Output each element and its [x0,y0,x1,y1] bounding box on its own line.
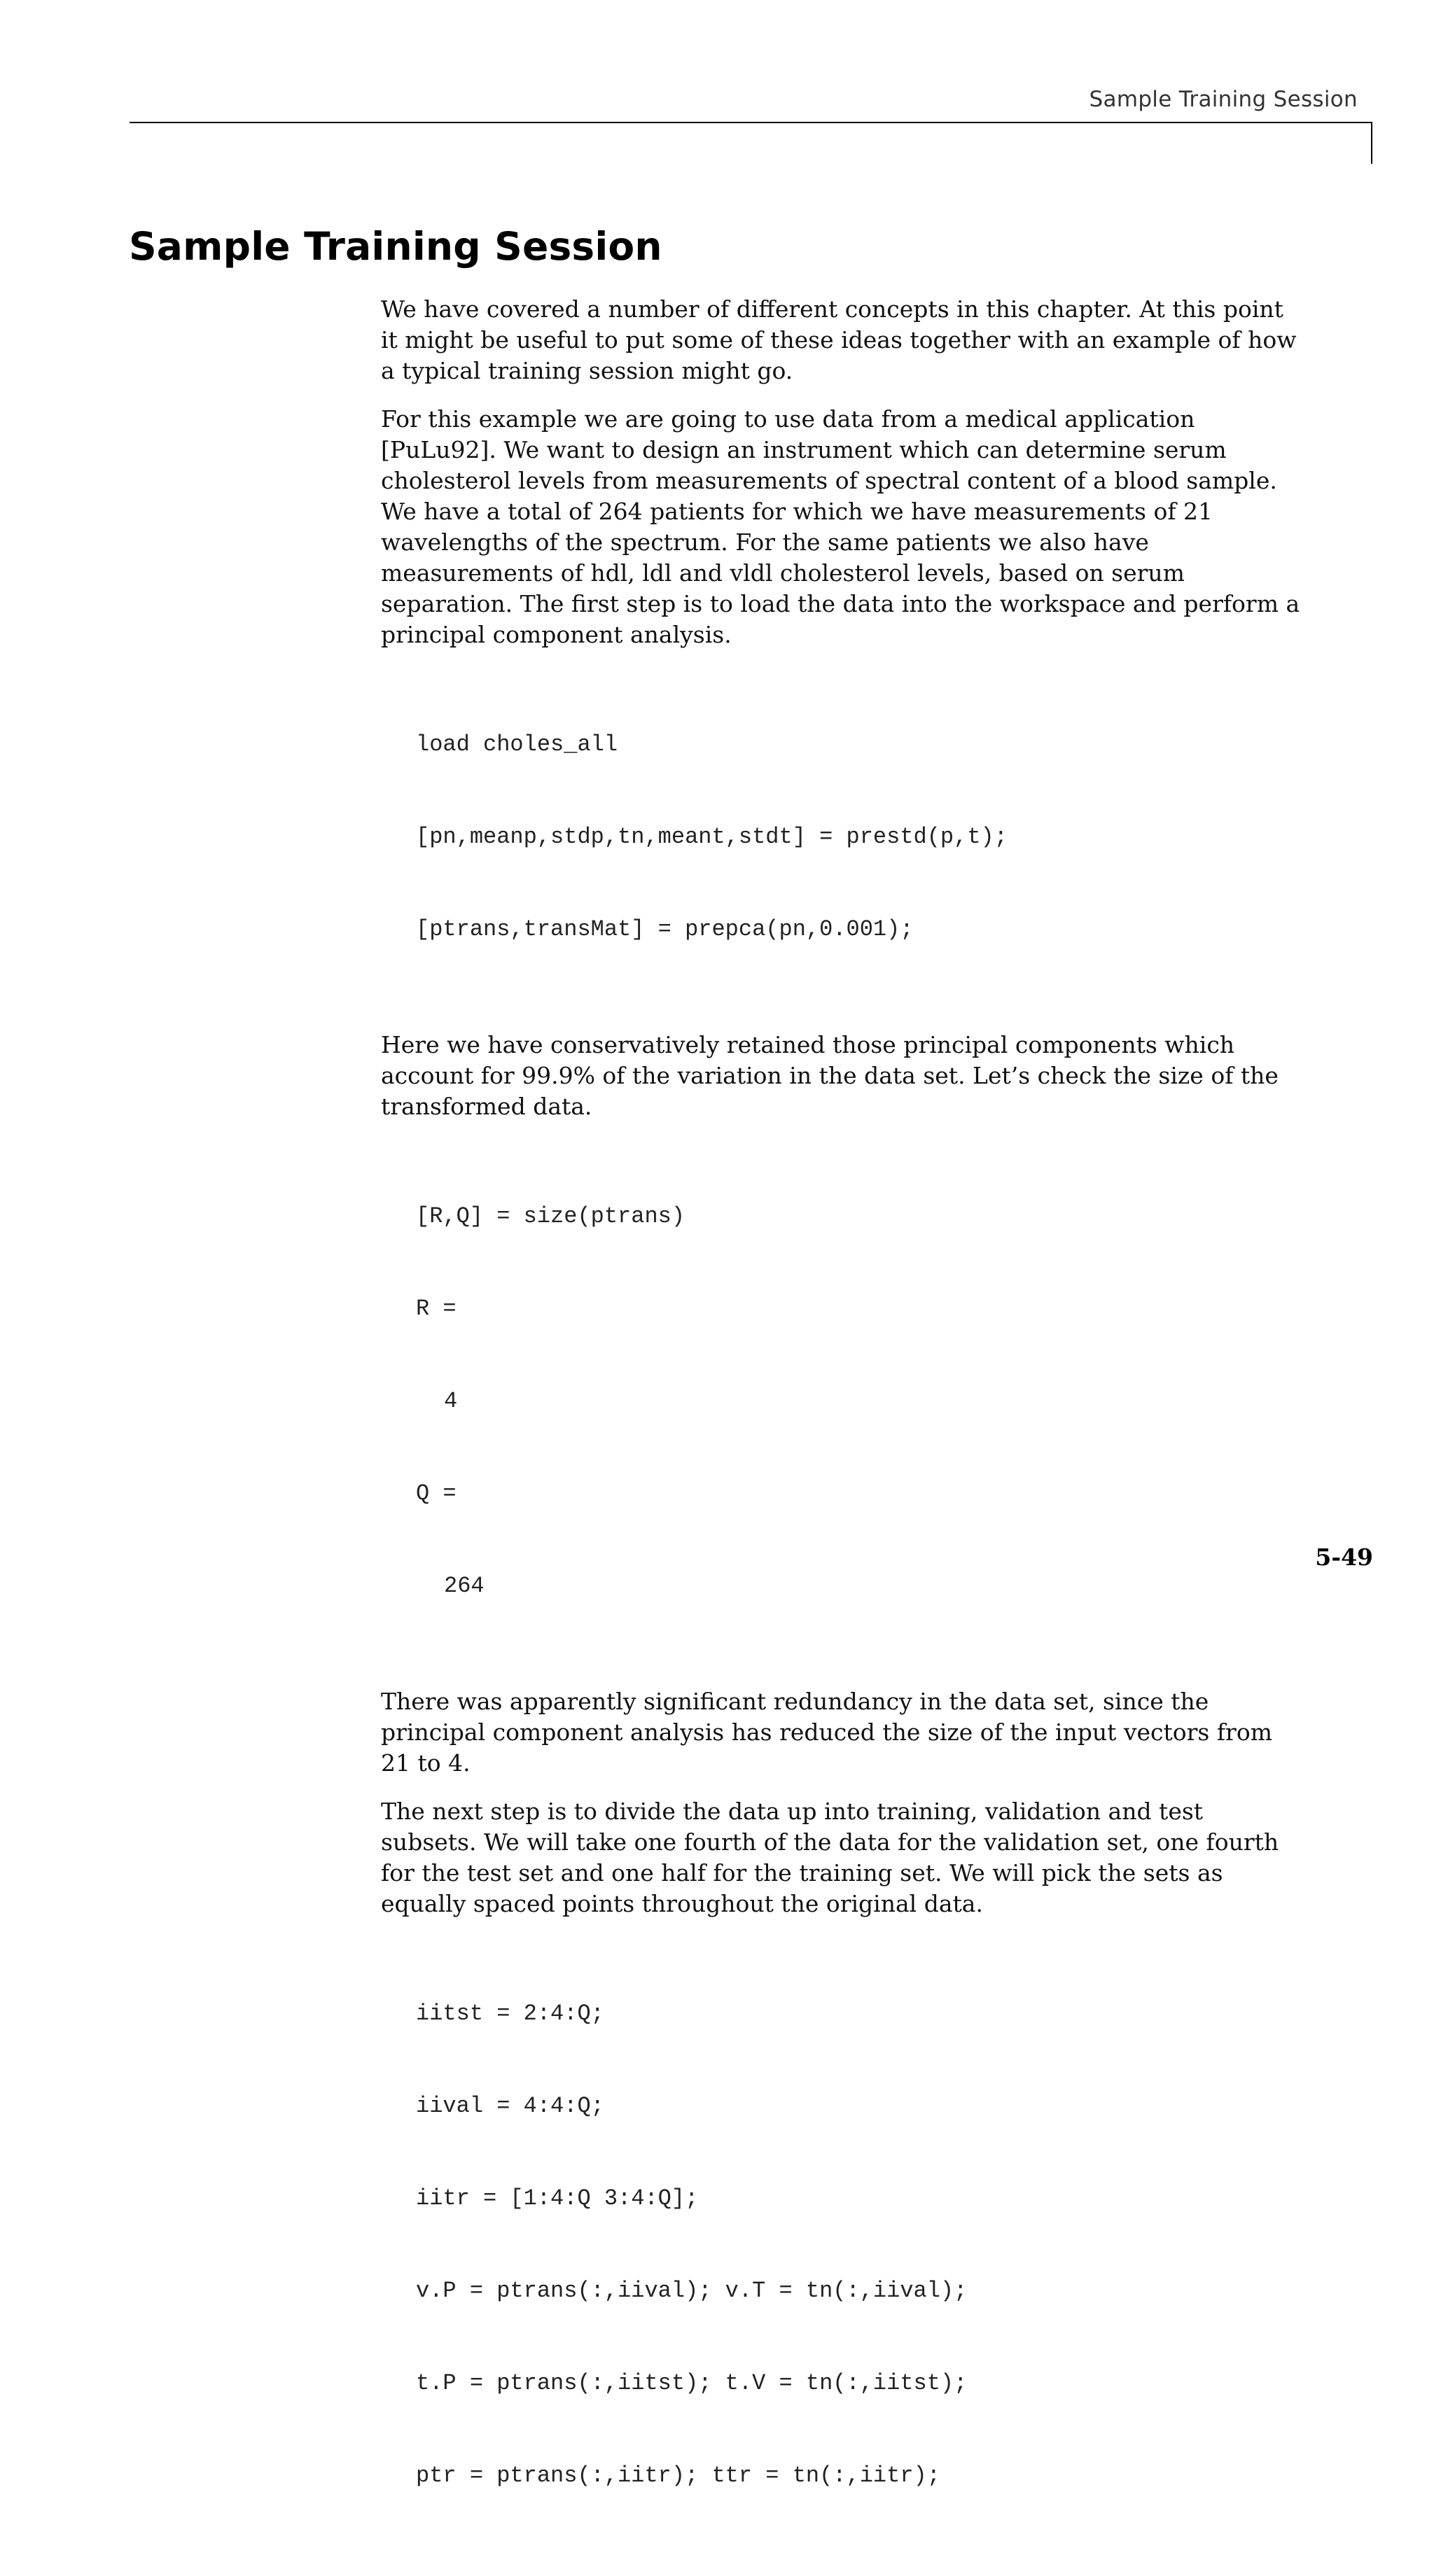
paragraph-redundancy: There was apparently significant redundancy in the data set, since the principal component analysis has reduced the size of the input vectors from 21 to 4. [381,1688,1272,1777]
section-title: Sample Training Session [129,224,662,269]
body-text [381,294,1305,2576]
paragraph-intro: We have covered a number of different concepts in this chapter. At this point it might be useful to put some of these ideas together with an example of how a typical training session might go. [381,295,1297,384]
code-line: iitst = 2:4:Q; [416,2001,604,2026]
code-line: [pn,meanp,stdp,tn,meant,stdt] = prestd(p,t); [416,824,1008,850]
code-line: iival = 4:4:Q; [416,2093,604,2119]
paragraph-retained-components: Here we have conservatively retained those principal components which account for 99.9% of the variation in the data set. Let’s check the size of the transformed data. [381,1031,1279,1120]
code-line: t.P = ptrans(:,iitst); t.V = tn(:,iitst); [416,2370,968,2396]
paragraph-divide-data: The next step is to divide the data up into training, validation and test subsets. We will take one fourth of the data for the validation set, one fourth for the test set and one half for the training set. We will pick the sets as equally spaced points throughout the original data. [381,1798,1279,1917]
code-line: R = [416,1296,457,1322]
code-block-split [416,1937,1305,2553]
code-line: ptr = ptrans(:,iitr); ttr = tn(:,iitr); [416,2463,940,2488]
code-line: iitr = [1:4:Q 3:4:Q]; [416,2185,699,2211]
header-rule [130,122,1372,123]
code-line: v.P = ptrans(:,iival); v.T = tn(:,iival); [416,2278,968,2304]
code-block-load [416,668,1305,1007]
code-line: load choles_all [416,732,618,757]
code-line: 4 [444,1388,458,1414]
code-line: Q = [416,1480,457,1506]
code-block-size [416,1140,1305,1663]
paragraph-medical-application: For this example we are going to use data from a medical application [PuLu92]. We want to design an instrument which can determine serum cholesterol levels from measurements of spectral content of a blood sample. We have a total of 264 patients for which we have measurements of 21 wavelengths of the spectrum. For the same patients we also have measurements of hdl, ldl and vldl cholesterol levels, based on serum separation. The first step is to load the data into the workspace and perform a principal component analysis. [381,405,1300,648]
page-number: 5-49 [1315,1544,1373,1571]
header-rule-tick [1371,122,1372,164]
code-line: [R,Q] = size(ptrans) [416,1203,685,1229]
code-line: [ptrans,transMat] = prepca(pn,0.001); [416,916,914,942]
code-line: 264 [444,1573,485,1599]
running-header: Sample Training Session [1089,87,1358,112]
